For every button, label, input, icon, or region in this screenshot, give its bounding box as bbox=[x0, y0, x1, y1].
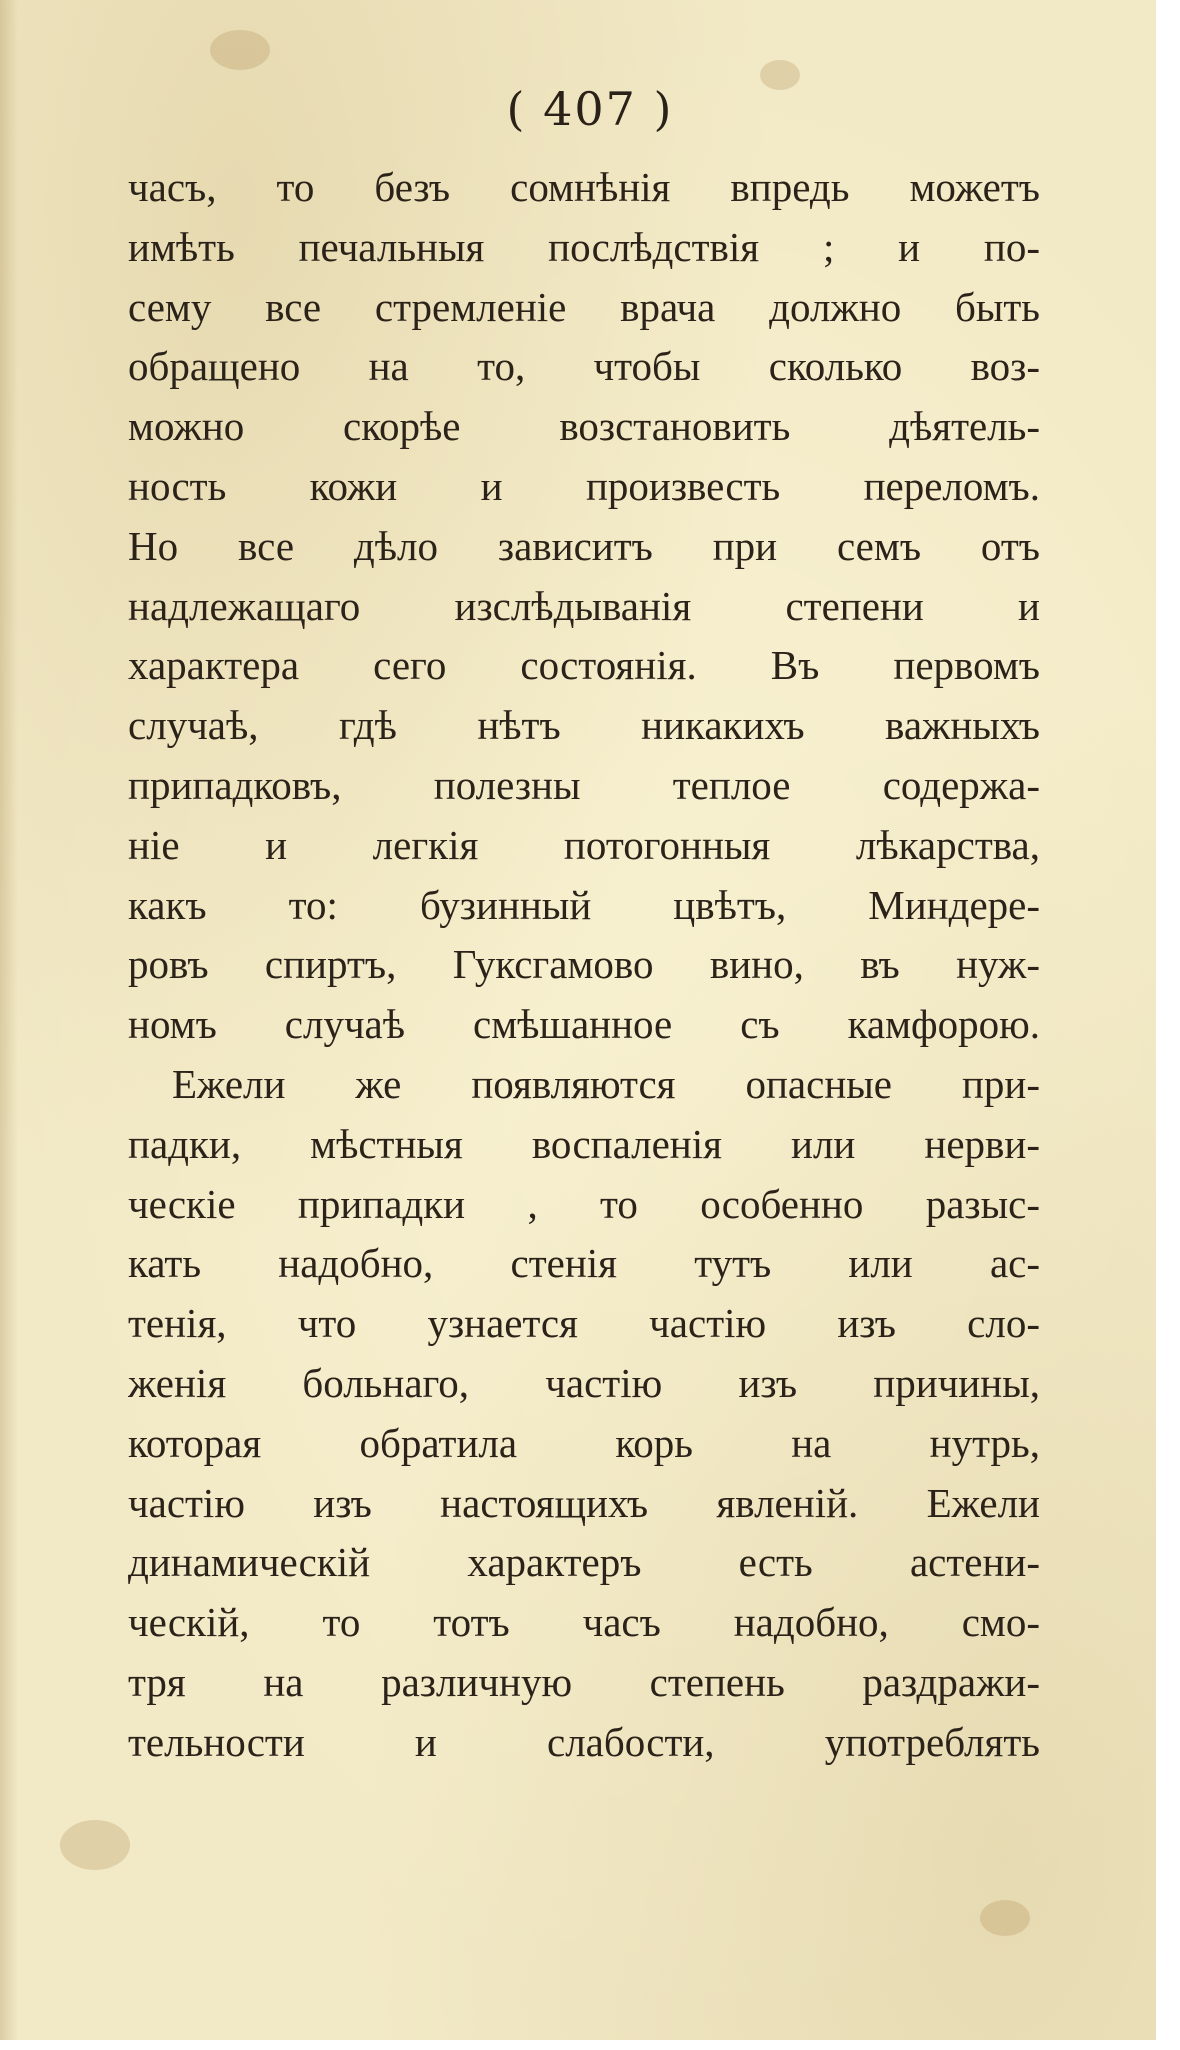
text-line: которая обратила корь на нутрь, bbox=[128, 1419, 1040, 1466]
text-line: припадковъ, полезны теплое содержа- bbox=[128, 761, 1040, 808]
text-line: ровъ спиртъ, Гуксгамово вино, въ нуж- bbox=[128, 941, 1040, 988]
text-line: случаѣ, гдѣ нѣтъ никакихъ важныхъ bbox=[128, 702, 1040, 749]
paper-stain bbox=[980, 1900, 1030, 1936]
text-line: Ежели же появляются опасные при- bbox=[172, 1060, 1040, 1107]
text-line: какъ то: бузинный цвѣтъ, Миндере- bbox=[128, 881, 1040, 928]
page-margin-bottom bbox=[0, 2040, 1180, 2050]
text-line: частію изъ настоящихъ явленій. Ежели bbox=[128, 1479, 1040, 1526]
text-line: Но все дѣло зависитъ при семъ отъ bbox=[128, 522, 1040, 569]
text-line: ность кожи и произвесть переломъ. bbox=[128, 462, 1040, 509]
text-line: тельности и слабости, употреблять bbox=[128, 1718, 1040, 1765]
text-line: обращено на то, чтобы сколько воз- bbox=[128, 343, 1040, 390]
text-line: падки, мѣстныя воспаленія или нерви- bbox=[128, 1120, 1040, 1167]
text-line: номъ случаѣ смѣшанное съ камфорою. bbox=[128, 1001, 1040, 1048]
text-line: характера сего состоянія. Въ первомъ bbox=[128, 642, 1040, 689]
text-line: ческіе припадки , то особенно разыс- bbox=[128, 1180, 1040, 1227]
text-line: тенія, что узнается частію изъ сло- bbox=[128, 1300, 1040, 1347]
text-line: сему все стремленіе врача должно быть bbox=[128, 283, 1040, 330]
text-line: ніе и легкія потогонныя лѣкарства, bbox=[128, 821, 1040, 868]
paper-stain bbox=[60, 1820, 130, 1870]
paper-stain bbox=[210, 30, 270, 70]
text-line: женія больнаго, частію изъ причины, bbox=[128, 1359, 1040, 1406]
text-line: можно скорѣе возстановить дѣятель- bbox=[128, 403, 1040, 450]
page-number: ( 407 ) bbox=[506, 82, 674, 136]
text-line: динамическій характеръ есть астени- bbox=[128, 1539, 1040, 1586]
text-line: кать надобно, стенія тутъ или ас- bbox=[128, 1240, 1040, 1287]
text-line: ческій, то тотъ часъ надобно, смо- bbox=[128, 1599, 1040, 1646]
text-line: тря на различную степень раздражи- bbox=[128, 1658, 1040, 1705]
body-text bbox=[128, 158, 1040, 1773]
text-line: имѣть печальныя послѣдствія ; и по- bbox=[128, 223, 1040, 270]
page-margin-right bbox=[1156, 0, 1180, 2050]
text-line: надлежащаго изслѣдыванія степени и bbox=[128, 582, 1040, 629]
text-line: часъ, то безъ сомнѣнія впредь можетъ bbox=[128, 164, 1040, 210]
page-shadow bbox=[0, 0, 18, 2050]
